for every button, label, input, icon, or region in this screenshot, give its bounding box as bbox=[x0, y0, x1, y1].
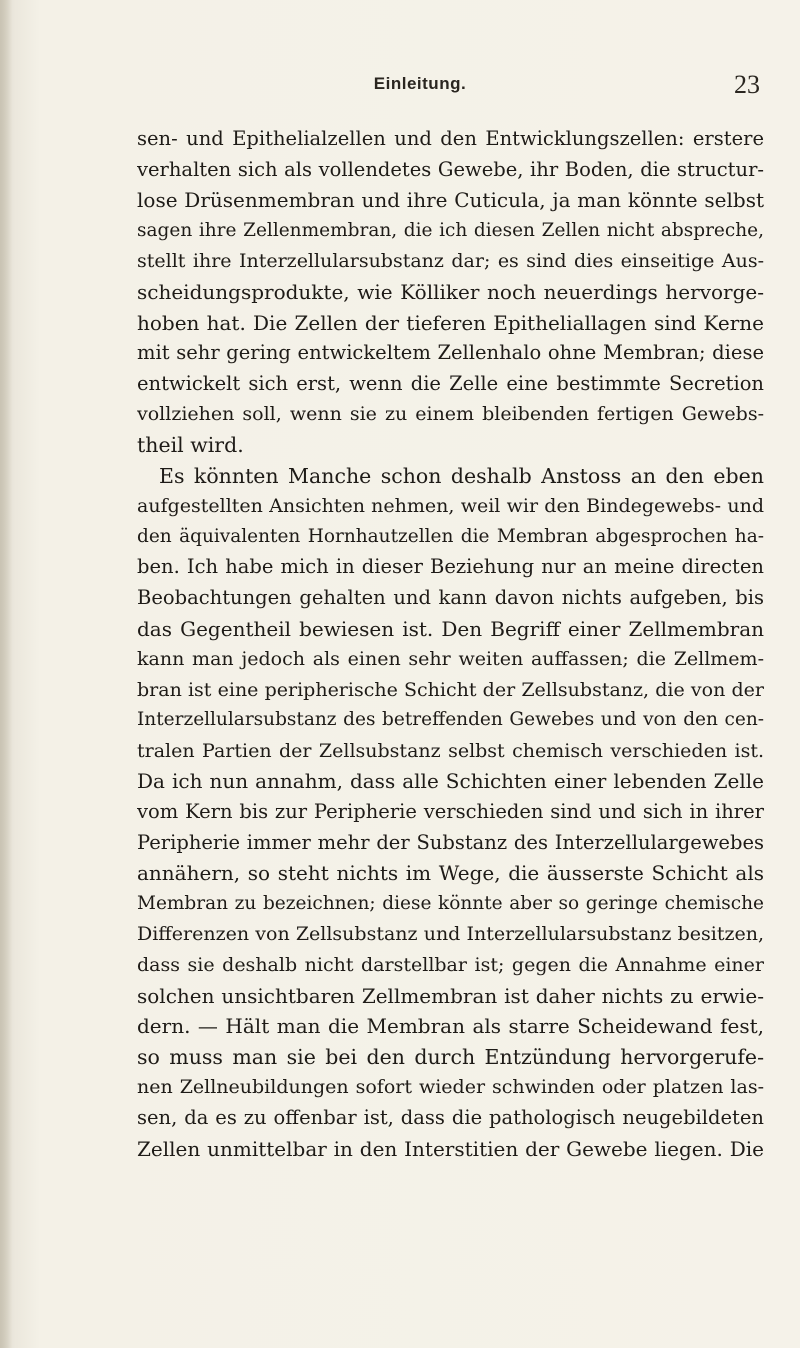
text-line: Zellen unmittelbar in den Interstitien der Gewebe liegen. Die bbox=[137, 1136, 764, 1161]
text-line: tralen Partien der Zellsubstanz selbst chemisch verschieden ist. bbox=[137, 739, 764, 762]
text-line: vom Kern bis zur Peripherie verschieden sind und sich in ihrer bbox=[137, 800, 764, 824]
text-line: hoben hat. Die Zellen der tieferen Epitheliallagen sind Kerne bbox=[137, 310, 764, 335]
text-line: entwickelt sich erst, wenn die Zelle eine bestimmte Secretion bbox=[137, 371, 764, 395]
text-line: lose Drüsenmembran und ihre Cuticula, ja man könnte selbst bbox=[137, 188, 764, 213]
body-text bbox=[137, 124, 764, 1164]
text-line: dern. — Hält man die Membran als starre Scheidewand fest, bbox=[137, 1014, 764, 1039]
paragraph-start-line: Es könnten Manche schon deshalb Anstoss an den eben bbox=[159, 463, 764, 488]
text-line: mit sehr gering entwickeltem Zellenhalo ohne Membran; diese bbox=[137, 341, 764, 365]
page-number: 23 bbox=[734, 70, 760, 99]
text-line: den äquivalenten Hornhautzellen die Membran abgesprochen ha- bbox=[137, 525, 764, 547]
text-line: kann man jedoch als einen sehr weiten auffassen; die Zellmem- bbox=[137, 648, 764, 671]
text-line: das Gegentheil bewiesen ist. Den Begriff einer Zellmembran bbox=[137, 616, 764, 641]
text-line: aufgestellten Ansichten nehmen, weil wir den Bindegewebs- und bbox=[137, 495, 764, 518]
text-line: stellt ihre Interzellularsubstanz dar; es sind dies einseitige Aus- bbox=[137, 250, 764, 273]
text-line: Peripherie immer mehr der Substanz des Interzellulargewebes bbox=[137, 830, 764, 854]
text-line: ben. Ich habe mich in dieser Beziehung nur an meine directen bbox=[137, 555, 764, 579]
text-line: Interzellularsubstanz des betreffenden Gewebes und von den cen- bbox=[137, 709, 764, 731]
text-line: dass sie deshalb nicht darstellbar ist; gegen die Annahme einer bbox=[137, 954, 764, 977]
text-line: nen Zellneubildungen sofort wieder schwinden oder platzen las- bbox=[137, 1076, 764, 1099]
text-line: so muss man sie bei den durch Entzündung hervorgerufe- bbox=[137, 1044, 764, 1069]
text-line: vollziehen soll, wenn sie zu einem bleibenden fertigen Gewebs- bbox=[137, 403, 764, 426]
text-line: Differenzen von Zellsubstanz und Interzellularsubstanz besitzen, bbox=[137, 923, 764, 946]
text-line: bran ist eine peripherische Schicht der Zellsubstanz, die von der bbox=[137, 678, 764, 701]
text-line: annähern, so steht nichts im Wege, die äusserste Schicht als bbox=[137, 861, 764, 886]
gutter-shadow bbox=[0, 0, 12, 1348]
text-line: solchen unsichtbaren Zellmembran ist daher nichts zu erwie- bbox=[137, 983, 764, 1008]
text-line: verhalten sich als vollendetes Gewebe, ihr Boden, die structur- bbox=[137, 157, 764, 181]
text-line: scheidungsprodukte, wie Kölliker noch neuerdings hervorge- bbox=[137, 279, 764, 304]
text-line: sen, da es zu offenbar ist, dass die pathologisch neugebildeten bbox=[137, 1106, 764, 1129]
paragraph-end-line: theil wird. bbox=[137, 432, 244, 457]
text-line: Da ich nun annahm, dass alle Schichten einer lebenden Zelle bbox=[137, 769, 764, 794]
running-head bbox=[120, 60, 760, 100]
text-line: Membran zu bezeichnen; diese könnte aber so geringe chemische bbox=[137, 892, 764, 914]
running-title: Einleitung. bbox=[373, 74, 467, 93]
text-line: Beobachtungen gehalten und kann davon nichts aufgeben, bis bbox=[137, 585, 764, 609]
text-line: sagen ihre Zellenmembran, die ich diesen Zellen nicht abspreche, bbox=[137, 219, 764, 241]
text-line: sen- und Epithelialzellen und den Entwicklungszellen: erstere bbox=[137, 127, 764, 150]
